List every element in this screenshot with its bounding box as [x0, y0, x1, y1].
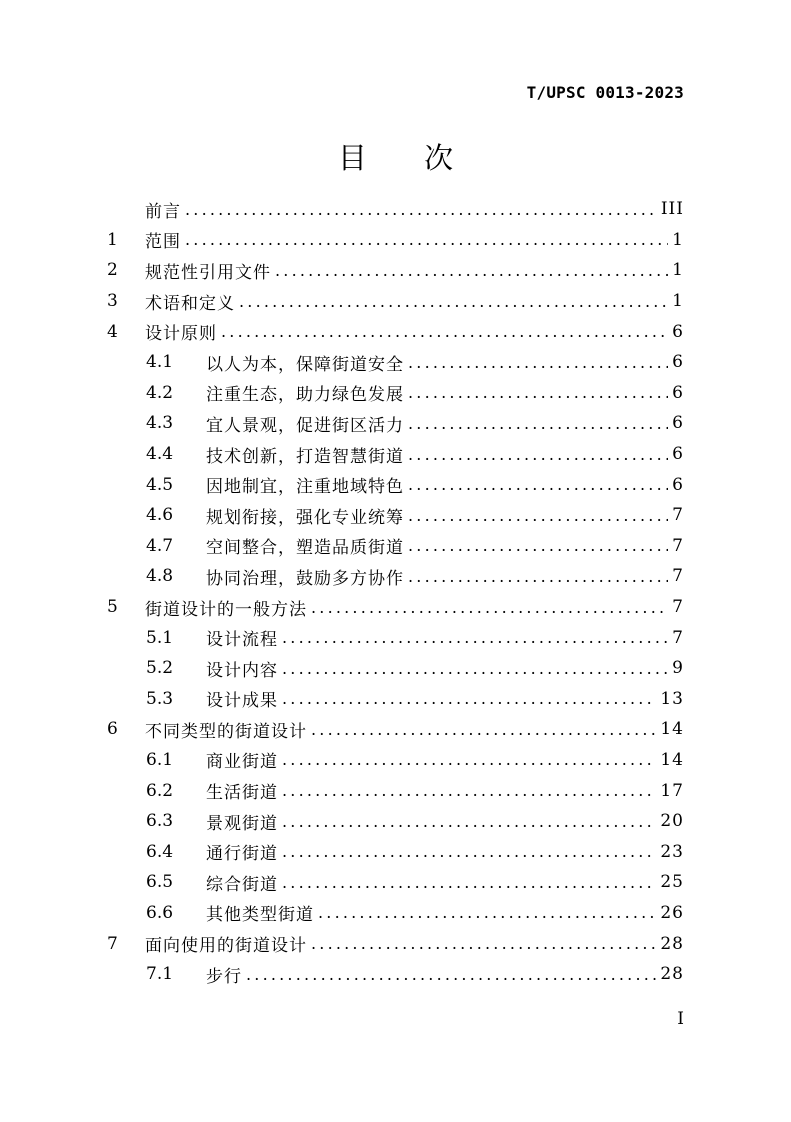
toc-dot-leader	[246, 965, 656, 984]
toc-entry[interactable]	[107, 255, 684, 286]
toc-entry-number: 6.3	[146, 811, 174, 832]
toc-dot-leader	[221, 322, 668, 341]
toc-entry[interactable]	[107, 714, 684, 745]
toc-entry-number: 4.5	[146, 474, 174, 495]
toc-entry-page: 1	[672, 260, 684, 281]
toc-entry-number: 3	[107, 291, 118, 312]
toc-entry-number: 4	[107, 321, 118, 342]
toc-entry-page: 7	[672, 505, 684, 526]
toc-entry-page: 14	[660, 749, 684, 770]
toc-entry[interactable]	[107, 194, 684, 225]
toc-entry-page: 1	[672, 229, 684, 250]
toc-entry-label: 通行街道	[206, 844, 278, 865]
toc-entry[interactable]	[107, 408, 684, 439]
toc-entry[interactable]	[107, 561, 684, 592]
page-number: I	[677, 1009, 684, 1029]
toc-entry[interactable]	[107, 745, 684, 776]
toc-entry-page: 6	[672, 444, 684, 465]
toc-entry-label: 规划衔接，强化专业统筹	[206, 507, 404, 528]
toc-entry[interactable]	[107, 653, 684, 684]
toc-dot-leader	[282, 659, 668, 678]
toc-entry-number: 4.8	[146, 566, 174, 587]
table-of-contents	[107, 194, 684, 989]
toc-entry-page: 28	[660, 964, 684, 985]
toc-entry-number: 7	[107, 933, 118, 954]
toc-entry-page: 14	[660, 719, 684, 740]
toc-entry-label: 商业街道	[206, 752, 278, 773]
toc-dot-leader	[282, 750, 656, 769]
toc-entry-label: 前言	[145, 201, 181, 222]
toc-entry-label: 其他类型街道	[206, 905, 314, 926]
toc-entry-label: 设计内容	[206, 660, 278, 681]
toc-entry-number: 1	[107, 229, 118, 250]
toc-dot-leader	[311, 934, 656, 953]
toc-entry-label: 面向使用的街道设计	[145, 936, 307, 957]
toc-entry-number: 4.3	[146, 413, 174, 434]
toc-dot-leader	[408, 475, 668, 494]
toc-dot-leader	[282, 628, 668, 647]
toc-entry-label: 步行	[206, 966, 242, 987]
toc-entry-number: 2	[107, 260, 118, 281]
toc-entry-label: 因地制宜，注重地域特色	[206, 477, 404, 498]
toc-entry-number: 5	[107, 597, 118, 618]
toc-entry[interactable]	[107, 684, 684, 715]
toc-entry[interactable]	[107, 928, 684, 959]
toc-entry-page: 6	[672, 474, 684, 495]
toc-entry-number: 4.6	[146, 505, 174, 526]
toc-entry-label: 综合街道	[206, 874, 278, 895]
toc-entry[interactable]	[107, 775, 684, 806]
page-title: 目 次	[337, 141, 478, 175]
toc-dot-leader	[408, 383, 668, 402]
toc-entry[interactable]	[107, 286, 684, 317]
toc-entry-number: 6.5	[146, 872, 174, 893]
toc-entry[interactable]	[107, 469, 684, 500]
toc-entry-page: 17	[660, 780, 684, 801]
toc-dot-leader	[311, 720, 656, 739]
toc-dot-leader	[185, 230, 668, 249]
toc-entry-page: III	[660, 199, 684, 220]
toc-dot-leader	[408, 536, 668, 555]
toc-entry-page: 6	[672, 413, 684, 434]
toc-entry-label: 空间整合，塑造品质街道	[206, 538, 404, 559]
toc-entry[interactable]	[107, 806, 684, 837]
toc-entry-number: 7.1	[146, 964, 174, 985]
toc-entry-number: 6.6	[146, 902, 174, 923]
toc-entry-number: 6.2	[146, 780, 174, 801]
toc-dot-leader	[408, 567, 668, 586]
toc-entry[interactable]	[107, 867, 684, 898]
toc-entry-page: 20	[660, 811, 684, 832]
toc-entry[interactable]	[107, 316, 684, 347]
toc-entry[interactable]	[107, 500, 684, 531]
toc-entry-label: 规范性引用文件	[145, 262, 271, 283]
toc-entry-label: 范围	[145, 232, 181, 253]
toc-entry-label: 技术创新，打造智慧街道	[206, 446, 404, 467]
toc-entry-label: 宜人景观，促进街区活力	[206, 415, 404, 436]
toc-entry[interactable]	[107, 898, 684, 929]
toc-entry-number: 4.4	[146, 444, 174, 465]
toc-entry-page: 23	[660, 841, 684, 862]
toc-entry-label: 设计流程	[206, 630, 278, 651]
toc-entry-page: 26	[660, 902, 684, 923]
toc-dot-leader	[408, 414, 668, 433]
toc-entry-page: 6	[672, 352, 684, 373]
toc-entry[interactable]	[107, 439, 684, 470]
toc-dot-leader	[408, 445, 668, 464]
toc-entry-label: 注重生态，助力绿色发展	[206, 385, 404, 406]
toc-entry-number: 6.4	[146, 841, 174, 862]
toc-entry-label: 街道设计的一般方法	[145, 599, 307, 620]
toc-entry-page: 7	[672, 597, 684, 618]
toc-dot-leader	[275, 261, 668, 280]
toc-dot-leader	[318, 903, 656, 922]
toc-entry[interactable]	[107, 959, 684, 990]
toc-entry-number: 6	[107, 719, 118, 740]
toc-entry-label: 设计原则	[145, 324, 217, 345]
toc-entry-label: 以人为本，保障街道安全	[206, 354, 404, 375]
toc-dot-leader	[311, 598, 668, 617]
toc-entry-page: 9	[672, 658, 684, 679]
toc-entry-label: 设计成果	[206, 691, 278, 712]
toc-entry[interactable]	[107, 592, 684, 623]
toc-entry-page: 7	[672, 566, 684, 587]
toc-entry-page: 6	[672, 321, 684, 342]
toc-dot-leader	[282, 689, 656, 708]
toc-entry-number: 6.1	[146, 749, 174, 770]
toc-dot-leader	[408, 353, 668, 372]
toc-entry-label: 景观街道	[206, 813, 278, 834]
toc-entry-page: 28	[660, 933, 684, 954]
toc-dot-leader	[185, 200, 657, 219]
toc-entry-label: 术语和定义	[145, 293, 235, 314]
toc-dot-leader	[239, 292, 668, 311]
toc-entry-page: 13	[660, 688, 684, 709]
toc-entry-page: 6	[672, 382, 684, 403]
toc-entry-number: 4.2	[146, 382, 174, 403]
toc-entry-label: 不同类型的街道设计	[145, 721, 307, 742]
toc-entry-number: 5.1	[146, 627, 174, 648]
toc-entry-page: 7	[672, 535, 684, 556]
standard-code: T/UPSC 0013-2023	[526, 83, 684, 102]
toc-entry-number: 4.7	[146, 535, 174, 556]
toc-entry-label: 协同治理，鼓励多方协作	[206, 568, 404, 589]
toc-dot-leader	[282, 842, 656, 861]
toc-entry[interactable]	[107, 836, 684, 867]
toc-entry-number: 5.2	[146, 658, 174, 679]
toc-entry-label: 生活街道	[206, 783, 278, 804]
toc-entry-page: 25	[660, 872, 684, 893]
toc-entry[interactable]	[107, 225, 684, 256]
toc-entry[interactable]	[107, 347, 684, 378]
toc-entry[interactable]	[107, 622, 684, 653]
toc-dot-leader	[282, 781, 656, 800]
toc-entry-page: 1	[672, 291, 684, 312]
toc-entry-page: 7	[672, 627, 684, 648]
toc-dot-leader	[282, 812, 656, 831]
toc-entry-number: 5.3	[146, 688, 174, 709]
toc-entry[interactable]	[107, 531, 684, 562]
toc-entry-number: 4.1	[146, 352, 174, 373]
toc-entry[interactable]	[107, 378, 684, 409]
toc-dot-leader	[282, 873, 656, 892]
toc-dot-leader	[408, 506, 668, 525]
